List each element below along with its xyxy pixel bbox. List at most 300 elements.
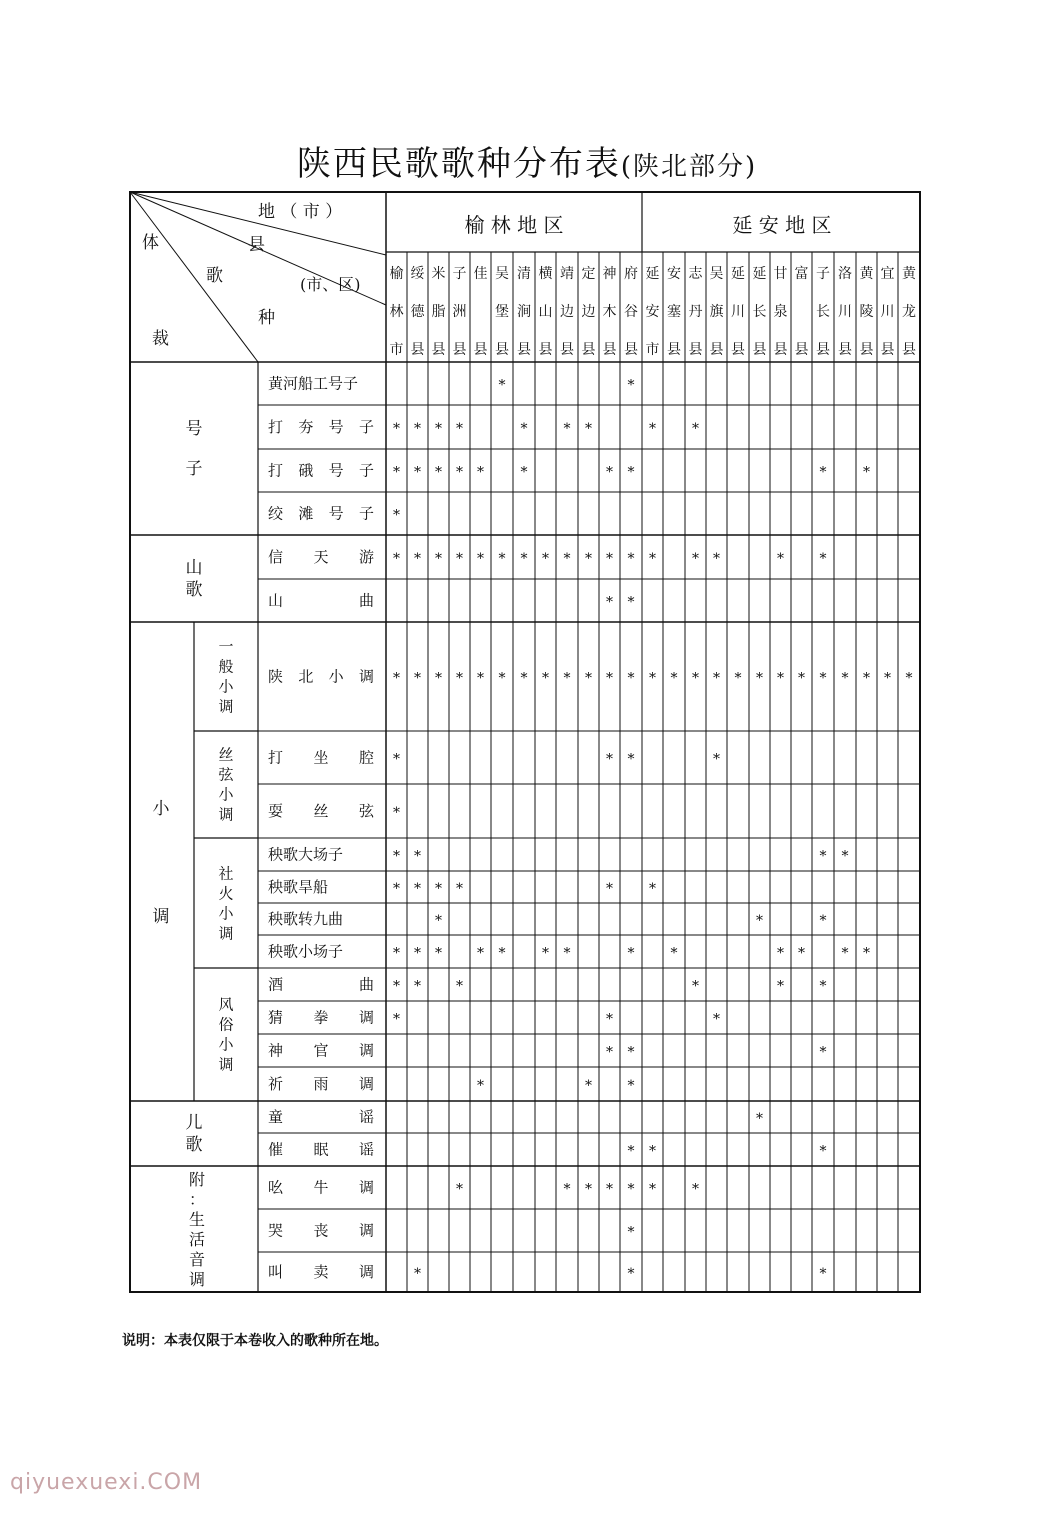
county-header-char: 县 bbox=[688, 342, 703, 358]
distribution-mark: * bbox=[435, 670, 442, 687]
county-header bbox=[667, 266, 681, 358]
region-yulin: 榆 林 地 区 bbox=[464, 213, 564, 237]
distribution-mark: * bbox=[498, 377, 506, 394]
distribution-mark: * bbox=[393, 751, 400, 768]
county-header-char: 县 bbox=[431, 342, 446, 358]
distribution-mark: * bbox=[692, 1181, 699, 1198]
county-header-char: 延 bbox=[752, 266, 767, 282]
distribution-mark: * bbox=[627, 751, 635, 768]
distribution-mark: * bbox=[627, 1143, 635, 1160]
county-header-char: 县 bbox=[773, 342, 788, 358]
distribution-mark: * bbox=[393, 945, 400, 962]
song-label: 耍 丝 弦 bbox=[268, 802, 374, 820]
watermark-logo: qiyuexuexi.COM bbox=[10, 1470, 203, 1495]
county-header-char: 县 bbox=[452, 342, 467, 358]
distribution-mark: * bbox=[606, 594, 613, 611]
song-label: 陕 北 小 调 bbox=[268, 667, 374, 686]
distribution-mark: * bbox=[414, 421, 421, 437]
distribution-mark: * bbox=[393, 805, 400, 821]
subcategory-shehuo bbox=[218, 864, 234, 942]
county-header-char: 县 bbox=[517, 342, 531, 358]
distribution-mark: * bbox=[563, 551, 571, 567]
distribution-mark: * bbox=[670, 945, 678, 962]
county-header bbox=[603, 265, 617, 358]
song-label: 叫 卖 调 bbox=[268, 1263, 374, 1281]
county-header-char: 安 bbox=[645, 304, 660, 320]
county-header-char: 陵 bbox=[859, 304, 874, 320]
category-erge-char: 歌 bbox=[185, 1135, 203, 1156]
county-header bbox=[495, 266, 509, 358]
county-header-char: 靖 bbox=[560, 266, 574, 282]
song-label: 秧歌小场子 bbox=[268, 942, 344, 961]
distribution-mark: * bbox=[563, 421, 571, 437]
subcategory-yiban-char: 般 bbox=[218, 657, 234, 676]
county-header-char: 谷 bbox=[624, 304, 638, 320]
category-fulu-char: ： bbox=[188, 1189, 206, 1209]
distribution-mark: * bbox=[756, 670, 763, 687]
category-fulu-char: 调 bbox=[188, 1269, 206, 1289]
distribution-marks bbox=[393, 378, 913, 1283]
distribution-mark: * bbox=[627, 377, 635, 394]
distribution-mark: * bbox=[414, 848, 421, 865]
header-diag-shiqu: (市、区) bbox=[300, 275, 361, 294]
distribution-mark: * bbox=[520, 551, 528, 567]
song-label: 吆 牛 调 bbox=[268, 1178, 374, 1197]
subcategory-shehuo-char: 小 bbox=[218, 904, 234, 923]
county-header-char: 县 bbox=[838, 342, 852, 358]
distribution-mark: * bbox=[393, 464, 400, 481]
county-header-char: 龙 bbox=[902, 304, 916, 320]
distribution-mark: * bbox=[542, 945, 549, 962]
county-header-char: 府 bbox=[624, 266, 638, 282]
title-main: 陕西民歌歌种分布表 bbox=[296, 144, 621, 184]
county-header-char: 县 bbox=[902, 342, 916, 358]
distribution-mark: * bbox=[585, 421, 592, 437]
county-header-char: 榆 bbox=[389, 266, 404, 282]
county-header-char: 林 bbox=[389, 304, 404, 320]
distribution-mark: * bbox=[863, 945, 870, 962]
subcategory-yiban bbox=[218, 637, 234, 715]
distribution-mark: * bbox=[542, 551, 549, 567]
song-label: 秧歌大场子 bbox=[268, 845, 344, 864]
distribution-mark: * bbox=[456, 978, 463, 995]
county-header-char: 清 bbox=[517, 266, 531, 282]
distribution-mark: * bbox=[435, 913, 442, 929]
county-header-char: 吴 bbox=[709, 266, 724, 282]
distribution-mark: * bbox=[649, 1181, 656, 1198]
county-header-char: 川 bbox=[838, 304, 852, 320]
header-diag-region: 地 （ 市 ） bbox=[258, 202, 343, 222]
song-label: 打 硪 号 子 bbox=[268, 461, 374, 480]
distribution-mark: * bbox=[627, 551, 635, 567]
distribution-mark: * bbox=[841, 848, 849, 865]
distribution-mark: * bbox=[498, 945, 506, 962]
distribution-mark: * bbox=[498, 670, 506, 687]
county-header-char: 塞 bbox=[667, 304, 681, 320]
distribution-mark: * bbox=[819, 978, 827, 995]
distribution-mark: * bbox=[649, 670, 656, 687]
category-fulu-char: 活 bbox=[188, 1229, 206, 1249]
county-header bbox=[624, 266, 638, 358]
distribution-mark: * bbox=[713, 751, 720, 768]
song-label: 祈 雨 调 bbox=[268, 1075, 374, 1093]
distribution-mark: * bbox=[798, 945, 805, 962]
county-header-char: 旗 bbox=[709, 304, 724, 320]
distribution-mark: * bbox=[414, 464, 421, 481]
distribution-mark: * bbox=[393, 881, 400, 897]
distribution-mark: * bbox=[863, 670, 870, 687]
county-header-char: 县 bbox=[752, 342, 767, 358]
distribution-mark: * bbox=[798, 670, 805, 687]
distribution-mark: * bbox=[819, 848, 827, 865]
distribution-mark: * bbox=[414, 881, 421, 897]
distribution-mark: * bbox=[606, 464, 613, 481]
county-header bbox=[795, 265, 809, 358]
subcategory-shehuo-char: 调 bbox=[218, 924, 234, 943]
distribution-mark: * bbox=[435, 945, 442, 962]
county-header bbox=[582, 266, 596, 358]
distribution-mark: * bbox=[905, 670, 913, 687]
song-label: 打 坐 腔 bbox=[268, 748, 374, 767]
county-header-char: 县 bbox=[709, 342, 724, 358]
category-fulu-char: 音 bbox=[188, 1249, 206, 1269]
distribution-mark: * bbox=[841, 945, 849, 962]
county-header bbox=[390, 265, 404, 358]
song-label: 猜 拳 调 bbox=[268, 1008, 374, 1027]
distribution-mark: * bbox=[777, 551, 784, 567]
county-header-char: 边 bbox=[560, 304, 574, 320]
county-header-char: 佳 bbox=[473, 266, 488, 282]
distribution-mark: * bbox=[477, 551, 484, 567]
distribution-mark: * bbox=[649, 551, 656, 567]
county-header-char: 安 bbox=[667, 266, 681, 282]
distribution-mark: * bbox=[393, 551, 400, 567]
county-header bbox=[731, 266, 745, 358]
distribution-mark: * bbox=[563, 945, 571, 962]
distribution-mark: * bbox=[670, 670, 678, 687]
distribution-mark: * bbox=[393, 978, 400, 995]
county-header bbox=[816, 266, 830, 358]
distribution-mark: * bbox=[477, 464, 484, 481]
distribution-mark: * bbox=[606, 1181, 613, 1198]
distribution-mark: * bbox=[414, 978, 421, 995]
county-header-char: 县 bbox=[816, 342, 830, 358]
county-header-char: 县 bbox=[859, 342, 874, 358]
county-header-char: 市 bbox=[645, 342, 660, 358]
subcategory-fengsu-char: 调 bbox=[218, 1055, 234, 1074]
distribution-mark: * bbox=[819, 913, 827, 929]
distribution-mark: * bbox=[435, 551, 442, 567]
distribution-mark: * bbox=[606, 751, 613, 768]
distribution-mark: * bbox=[627, 594, 635, 611]
header-diag-ge: 歌 bbox=[206, 266, 223, 286]
distribution-mark: * bbox=[456, 670, 463, 687]
category-fulu-char: 生 bbox=[188, 1209, 206, 1229]
song-label: 哭 丧 调 bbox=[268, 1221, 374, 1240]
county-header bbox=[474, 265, 488, 358]
distribution-mark: * bbox=[713, 670, 720, 687]
region-yanan: 延 安 地 区 bbox=[732, 213, 832, 237]
distribution-mark: * bbox=[435, 881, 442, 897]
distribution-mark: * bbox=[435, 421, 442, 437]
distribution-mark: * bbox=[393, 848, 400, 865]
distribution-mark: * bbox=[456, 421, 463, 437]
distribution-mark: * bbox=[477, 670, 484, 687]
distribution-mark: * bbox=[456, 1181, 463, 1198]
distribution-mark: * bbox=[692, 551, 699, 567]
county-header-char: 县 bbox=[473, 342, 488, 358]
subcategory-fengsu-char: 俗 bbox=[218, 1015, 234, 1034]
distribution-mark: * bbox=[777, 670, 784, 687]
song-label: 信 天 游 bbox=[268, 548, 374, 566]
subcategory-fengsu-char: 小 bbox=[218, 1035, 234, 1054]
subcategory-shehuo-char: 社 bbox=[218, 864, 234, 883]
song-labels bbox=[268, 375, 375, 1282]
category-haozi bbox=[186, 419, 203, 479]
distribution-mark: * bbox=[692, 421, 699, 437]
county-header bbox=[453, 266, 467, 358]
category-xiaodiao-char: 调 bbox=[152, 907, 170, 928]
distribution-mark: * bbox=[456, 881, 463, 897]
distribution-mark: * bbox=[606, 670, 613, 687]
county-header bbox=[881, 266, 895, 358]
distribution-mark: * bbox=[819, 551, 827, 567]
county-header-char: 县 bbox=[495, 342, 509, 358]
distribution-mark: * bbox=[692, 670, 699, 687]
county-header bbox=[838, 266, 852, 358]
song-label: 山 曲 bbox=[268, 591, 374, 610]
header-diag-ti: 体 bbox=[142, 233, 159, 253]
distribution-mark: * bbox=[692, 978, 699, 995]
distribution-mark: * bbox=[627, 1044, 635, 1061]
county-header-char: 米 bbox=[431, 266, 446, 282]
subcategory-sixian-char: 小 bbox=[218, 785, 234, 804]
subcategory-sixian-char: 丝 bbox=[218, 745, 234, 764]
county-header-char: 黄 bbox=[902, 266, 916, 282]
table-note: 说明：本表仅限于本卷收入的歌种所在地。 bbox=[122, 1333, 388, 1349]
category-haozi-char: 子 bbox=[185, 459, 203, 480]
county-header-char: 脂 bbox=[431, 304, 446, 320]
subcategory-fengsu bbox=[218, 995, 234, 1073]
distribution-mark: * bbox=[585, 1181, 592, 1198]
distribution-mark: * bbox=[627, 464, 635, 481]
category-erge bbox=[186, 1113, 203, 1155]
distribution-mark: * bbox=[734, 670, 742, 687]
distribution-mark: * bbox=[884, 670, 891, 687]
distribution-mark: * bbox=[777, 978, 784, 995]
distribution-mark: * bbox=[563, 670, 571, 687]
county-header-char: 长 bbox=[816, 304, 830, 320]
header-diag-county: 县 bbox=[248, 235, 265, 255]
county-header-char: 延 bbox=[645, 266, 660, 282]
song-label: 童 谣 bbox=[268, 1108, 374, 1126]
distribution-mark: * bbox=[393, 507, 400, 524]
distribution-mark: * bbox=[756, 913, 763, 929]
distribution-mark: * bbox=[585, 1078, 592, 1094]
distribution-mark: * bbox=[606, 551, 613, 567]
subcategory-sixian-char: 调 bbox=[218, 805, 234, 824]
distribution-mark: * bbox=[585, 551, 592, 567]
title-sub: (陕北部分) bbox=[620, 152, 758, 182]
distribution-mark: * bbox=[477, 945, 484, 962]
county-header-char: 县 bbox=[602, 342, 617, 358]
county-header bbox=[432, 265, 446, 358]
county-header-char: 泉 bbox=[773, 304, 788, 320]
county-header-char: 木 bbox=[602, 304, 617, 320]
distribution-mark: * bbox=[606, 881, 613, 897]
county-header-char: 县 bbox=[667, 342, 681, 358]
county-header bbox=[860, 266, 875, 358]
county-headers bbox=[390, 265, 918, 358]
distribution-mark: * bbox=[520, 421, 528, 437]
distribution-mark: * bbox=[627, 1224, 635, 1241]
category-fulu-char: 附 bbox=[188, 1169, 206, 1189]
distribution-mark: * bbox=[393, 421, 400, 437]
song-label: 神 官 调 bbox=[268, 1041, 374, 1060]
county-header-char: 县 bbox=[880, 342, 895, 358]
category-xiaodiao bbox=[153, 799, 171, 927]
distribution-mark: * bbox=[777, 945, 784, 962]
category-haozi-char: 号 bbox=[185, 419, 203, 440]
county-header-char: 川 bbox=[880, 304, 895, 320]
distribution-mark: * bbox=[819, 670, 827, 687]
song-label: 秧歌转九曲 bbox=[268, 910, 344, 928]
header-diag-zhong: 种 bbox=[258, 308, 275, 328]
county-header-char: 县 bbox=[410, 342, 425, 358]
county-header bbox=[517, 266, 531, 358]
song-label: 黄河船工号子 bbox=[268, 374, 359, 393]
county-header-char: 长 bbox=[752, 304, 767, 320]
category-shange-char: 山 bbox=[185, 558, 203, 579]
song-label: 绞 滩 号 子 bbox=[268, 504, 374, 523]
county-header-char: 德 bbox=[410, 304, 425, 320]
county-header-char: 子 bbox=[452, 266, 467, 282]
diag-line bbox=[130, 192, 258, 362]
distribution-mark: * bbox=[585, 670, 592, 687]
distribution-mark: * bbox=[863, 464, 870, 481]
distribution-mark: * bbox=[756, 1111, 763, 1127]
distribution-mark: * bbox=[414, 670, 421, 687]
county-header bbox=[710, 266, 724, 358]
distribution-mark: * bbox=[477, 1078, 484, 1094]
distribution-mark: * bbox=[819, 1143, 827, 1160]
distribution-mark: * bbox=[606, 1044, 613, 1061]
distribution-mark: * bbox=[563, 1181, 571, 1198]
county-header bbox=[753, 266, 767, 358]
county-header-char: 县 bbox=[560, 342, 574, 358]
distribution-mark: * bbox=[649, 421, 656, 437]
subcategory-yiban-char: 小 bbox=[218, 677, 234, 696]
distribution-mark: * bbox=[649, 881, 656, 897]
county-header-char: 山 bbox=[538, 304, 553, 320]
distribution-mark: * bbox=[414, 551, 421, 567]
distribution-mark: * bbox=[819, 1044, 827, 1061]
county-header-char: 绥 bbox=[410, 266, 425, 282]
category-shange-char: 歌 bbox=[185, 580, 203, 601]
distribution-mark: * bbox=[649, 1143, 656, 1160]
county-header-char: 洛 bbox=[838, 266, 852, 282]
county-header-char: 川 bbox=[731, 304, 745, 320]
county-header bbox=[689, 265, 704, 358]
subcategory-sixian-char: 弦 bbox=[218, 765, 234, 784]
county-header-char: 洲 bbox=[452, 304, 467, 320]
subcategory-sixian bbox=[218, 745, 234, 823]
county-header-char: 县 bbox=[731, 342, 745, 358]
category-erge-char: 儿 bbox=[185, 1113, 203, 1134]
distribution-mark: * bbox=[414, 945, 421, 962]
county-header-char: 市 bbox=[389, 342, 404, 358]
distribution-mark: * bbox=[819, 1266, 827, 1282]
distribution-mark: * bbox=[713, 551, 720, 567]
category-fulu bbox=[189, 1170, 205, 1289]
distribution-mark: * bbox=[456, 464, 463, 481]
distribution-mark: * bbox=[627, 1078, 635, 1094]
distribution-mark: * bbox=[606, 1011, 613, 1028]
subcategory-yiban-char: 一 bbox=[218, 637, 234, 656]
county-header-char: 边 bbox=[581, 304, 596, 320]
county-header-char: 县 bbox=[538, 342, 553, 358]
county-header-char: 涧 bbox=[517, 304, 531, 320]
category-xiaodiao-char: 小 bbox=[152, 799, 170, 820]
distribution-mark: * bbox=[627, 945, 635, 962]
county-header-char: 吴 bbox=[495, 266, 509, 282]
county-header bbox=[411, 266, 426, 358]
distribution-mark: * bbox=[841, 670, 849, 687]
county-header-char: 神 bbox=[602, 266, 617, 282]
county-header-char: 堡 bbox=[495, 304, 509, 320]
county-header bbox=[774, 266, 788, 358]
county-header-char: 横 bbox=[538, 266, 553, 282]
distribution-mark: * bbox=[520, 464, 528, 481]
distribution-mark: * bbox=[627, 1266, 635, 1282]
distribution-mark: * bbox=[414, 1266, 421, 1282]
county-header-char: 县 bbox=[794, 342, 809, 358]
distribution-mark: * bbox=[393, 670, 400, 687]
distribution-mark: * bbox=[435, 464, 442, 481]
county-header bbox=[560, 265, 574, 358]
subcategory-fengsu-char: 风 bbox=[218, 995, 234, 1014]
county-header-char: 富 bbox=[794, 266, 809, 282]
song-label: 打 夯 号 子 bbox=[268, 418, 374, 436]
county-header-char: 县 bbox=[624, 342, 638, 358]
song-label: 秧歌旱船 bbox=[268, 878, 329, 896]
county-header-char: 延 bbox=[731, 266, 745, 282]
county-header bbox=[646, 266, 660, 358]
county-header-char: 黄 bbox=[859, 266, 874, 282]
county-header-char: 定 bbox=[581, 266, 596, 282]
county-header-char: 宜 bbox=[880, 266, 895, 282]
county-header bbox=[539, 265, 553, 358]
county-header-char: 志 bbox=[688, 266, 703, 282]
subcategory-shehuo-char: 火 bbox=[218, 884, 234, 903]
distribution-mark: * bbox=[456, 551, 463, 567]
header-diag-cai: 裁 bbox=[152, 329, 169, 349]
subcategory-yiban-char: 调 bbox=[218, 697, 234, 716]
song-label: 酒 曲 bbox=[268, 975, 374, 994]
county-header-char: 子 bbox=[816, 266, 830, 282]
county-header-char: 县 bbox=[581, 342, 596, 358]
distribution-mark: * bbox=[542, 670, 549, 687]
distribution-mark: * bbox=[627, 1181, 635, 1198]
distribution-mark: * bbox=[819, 464, 827, 481]
county-header-char: 丹 bbox=[688, 304, 703, 320]
county-header bbox=[902, 266, 917, 358]
county-header-char: 甘 bbox=[773, 266, 788, 282]
distribution-mark: * bbox=[498, 551, 506, 567]
distribution-mark: * bbox=[520, 670, 528, 687]
distribution-mark: * bbox=[393, 1011, 400, 1028]
category-shange bbox=[186, 558, 203, 600]
